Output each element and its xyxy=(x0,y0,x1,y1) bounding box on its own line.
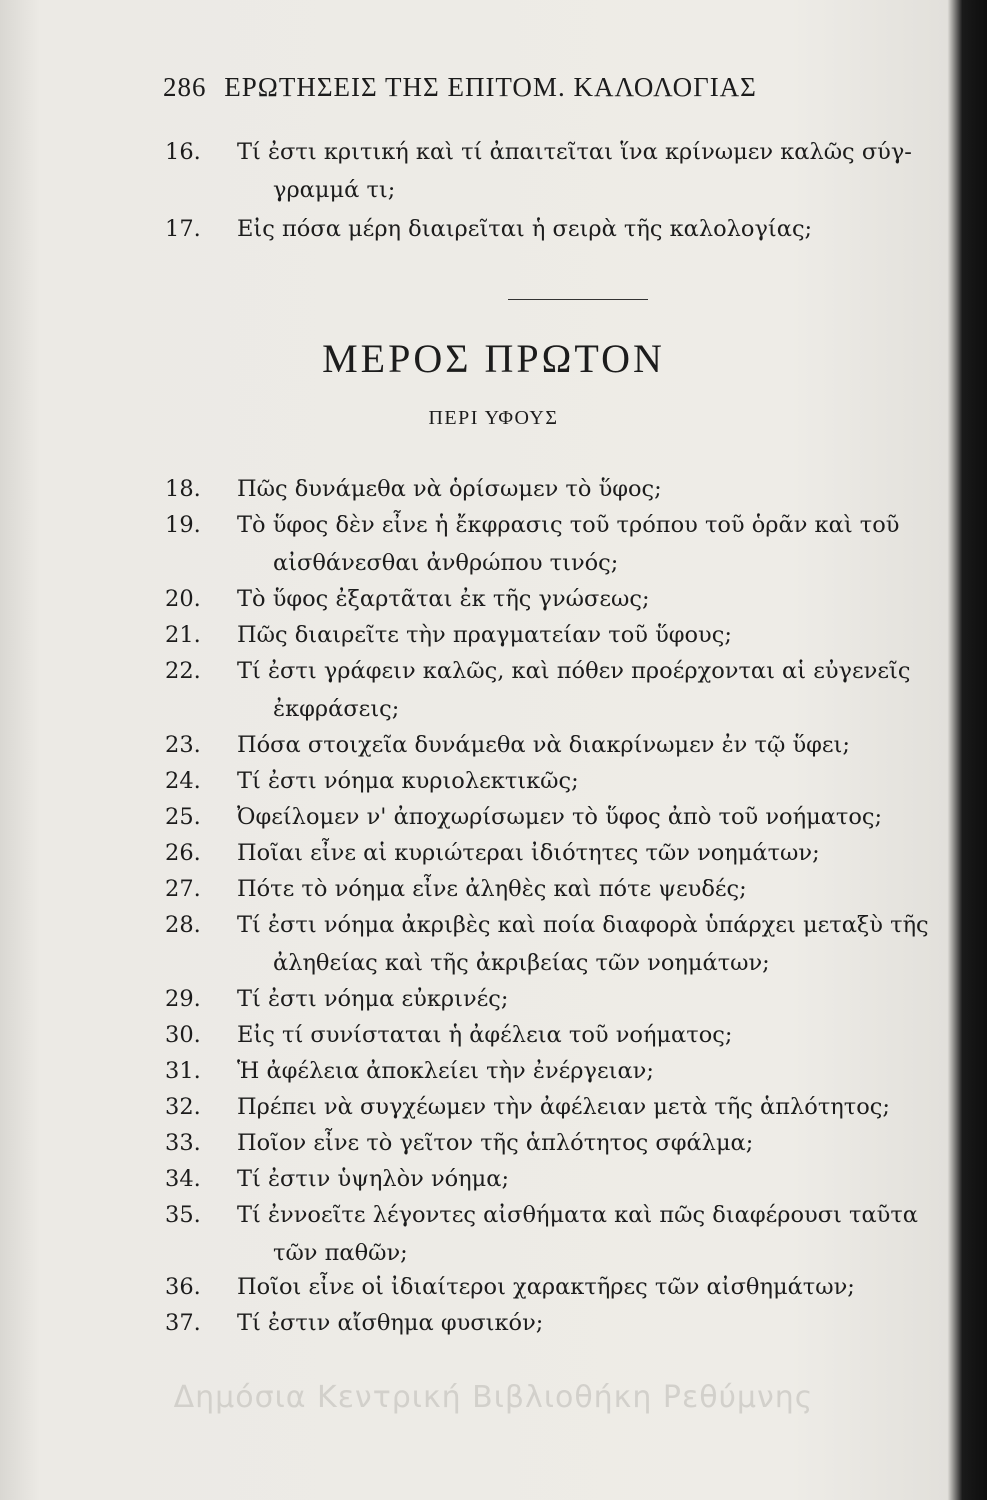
question-text: Τί ἐστιν αἴσθημα φυσικόν; xyxy=(237,1310,544,1336)
question-continuation: αἰσθάνεσθαι ἀνθρώπου τινός; xyxy=(273,550,619,576)
question-text: Ἡ ἀφέλεια ἀποκλείει τὴν ἐνέργειαν; xyxy=(237,1058,654,1084)
question-number: 34. xyxy=(165,1166,201,1192)
question-number: 32. xyxy=(165,1094,201,1120)
question-text: Ποῖαι εἶνε αἱ κυριώτεραι ἰδιότητες τῶν νοημάτων; xyxy=(237,840,820,866)
question-30 xyxy=(165,1016,925,1054)
question-text: Τί ἐστιν ὑψηλὸν νόημα; xyxy=(237,1166,510,1192)
question-text: Πῶς διαιρεῖτε τὴν πραγματείαν τοῦ ὕφους; xyxy=(237,622,732,648)
question-text: Τὸ ὕφος ἐξαρτᾶται ἐκ τῆς γνώσεως; xyxy=(237,586,650,612)
question-text: Πότε τὸ νόημα εἶνε ἀληθὲς καὶ πότε ψευδές; xyxy=(237,876,747,902)
question-31 xyxy=(165,1052,925,1090)
question-34 xyxy=(165,1160,925,1198)
question-text: Τί ἐστι νόημα ἀκριβὲς καὶ ποία διαφορὰ ὑπάρχει μεταξὺ τῆς xyxy=(237,912,929,938)
question-27 xyxy=(165,870,925,908)
running-title: ΕΡΩΤΗΣΕΙΣ ΤΗΣ ΕΠΙΤΟΜ. ΚΑΛΟΛΟΓΙΑΣ xyxy=(224,72,757,102)
question-16 xyxy=(165,133,925,209)
question-text: Τί ἐννοεῖτε λέγοντες αἰσθήματα καὶ πῶς διαφέρουσι ταῦτα xyxy=(237,1202,918,1228)
question-text: Πόσα στοιχεῖα δυνάμεθα νὰ διακρίνωμεν ἐν τῷ ὕφει; xyxy=(237,732,850,758)
question-20 xyxy=(165,580,925,618)
question-number: 23. xyxy=(165,732,201,758)
question-text: Τί ἐστι νόημα κυριολεκτικῶς; xyxy=(237,768,579,794)
question-continuation: ἐκφράσεις; xyxy=(273,696,400,722)
question-text: Ποῖον εἶνε τὸ γεῖτον τῆς ἁπλότητος σφάλμα; xyxy=(237,1130,754,1156)
question-36 xyxy=(165,1268,925,1306)
question-text: Τί ἐστι κριτική καὶ τί ἀπαιτεῖται ἵνα κρίνωμεν καλῶς σύγ- xyxy=(237,139,912,165)
question-text: Τί ἐστι γράφειν καλῶς, καὶ πόθεν προέρχονται αἱ εὐγενεῖς xyxy=(237,658,911,684)
question-number: 21. xyxy=(165,622,201,648)
question-25 xyxy=(165,798,925,836)
question-number: 25. xyxy=(165,804,201,830)
question-number: 22. xyxy=(165,658,201,684)
question-number: 27. xyxy=(165,876,201,902)
question-21 xyxy=(165,616,925,654)
question-continuation: τῶν παθῶν; xyxy=(273,1240,408,1266)
question-number: 19. xyxy=(165,512,201,538)
question-number: 31. xyxy=(165,1058,201,1084)
question-number: 20. xyxy=(165,586,201,612)
running-head xyxy=(163,72,923,103)
question-28 xyxy=(165,906,929,982)
question-18 xyxy=(165,470,925,508)
question-35 xyxy=(165,1196,925,1272)
question-17 xyxy=(165,210,925,248)
section-divider xyxy=(508,299,648,300)
question-text: Ποῖοι εἶνε οἱ ἰδιαίτεροι χαρακτῆρες τῶν αἰσθημάτων; xyxy=(237,1274,855,1300)
part-title: ΜΕΡΟΣ ΠΡΩΤΟΝ xyxy=(322,336,665,381)
question-number: 17. xyxy=(165,216,201,242)
question-text: Ὀφείλομεν ν' ἀποχωρίσωμεν τὸ ὕφος ἀπὸ τοῦ νοήματος; xyxy=(237,804,883,830)
question-33 xyxy=(165,1124,925,1162)
question-24 xyxy=(165,762,925,800)
question-continuation: γραμμά τι; xyxy=(273,177,396,203)
library-watermark: Δημόσια Κεντρική Βιβλιοθήκη Ρεθύμνης xyxy=(173,1380,814,1415)
question-22 xyxy=(165,652,925,728)
part-subtitle: ΠΕΡΙ ΥΦΟΥΣ xyxy=(428,407,559,429)
question-text: Εἰς πόσα μέρη διαιρεῖται ἡ σειρὰ τῆς καλολογίας; xyxy=(237,216,813,242)
question-number: 37. xyxy=(165,1310,201,1336)
question-19 xyxy=(165,506,925,582)
page-number: 286 xyxy=(163,72,207,102)
question-text: Πῶς δυνάμεθα νὰ ὁρίσωμεν τὸ ὕφος; xyxy=(237,476,662,502)
question-number: 16. xyxy=(165,139,201,165)
question-number: 28. xyxy=(165,912,201,938)
question-23 xyxy=(165,726,925,764)
question-32 xyxy=(165,1088,925,1126)
question-number: 29. xyxy=(165,986,201,1012)
question-number: 33. xyxy=(165,1130,201,1156)
question-text: Τί ἐστι νόημα εὐκρινές; xyxy=(237,986,509,1012)
question-number: 30. xyxy=(165,1022,201,1048)
question-text: Πρέπει νὰ συγχέωμεν τὴν ἀφέλειαν μετὰ τῆς ἁπλότητος; xyxy=(237,1094,890,1120)
question-text: Τὸ ὕφος δὲν εἶνε ἡ ἔκφρασις τοῦ τρόπου τοῦ ὁρᾶν καὶ τοῦ xyxy=(237,512,900,538)
question-26 xyxy=(165,834,925,872)
question-29 xyxy=(165,980,925,1018)
question-37 xyxy=(165,1304,925,1342)
question-number: 35. xyxy=(165,1202,201,1228)
question-number: 24. xyxy=(165,768,201,794)
question-continuation: ἀληθείας καὶ τῆς ἀκριβείας τῶν νοημάτων; xyxy=(273,950,770,976)
question-number: 18. xyxy=(165,476,201,502)
question-number: 26. xyxy=(165,840,201,866)
question-number: 36. xyxy=(165,1274,201,1300)
question-text: Εἰς τί συνίσταται ἡ ἀφέλεια τοῦ νοήματος; xyxy=(237,1022,733,1048)
